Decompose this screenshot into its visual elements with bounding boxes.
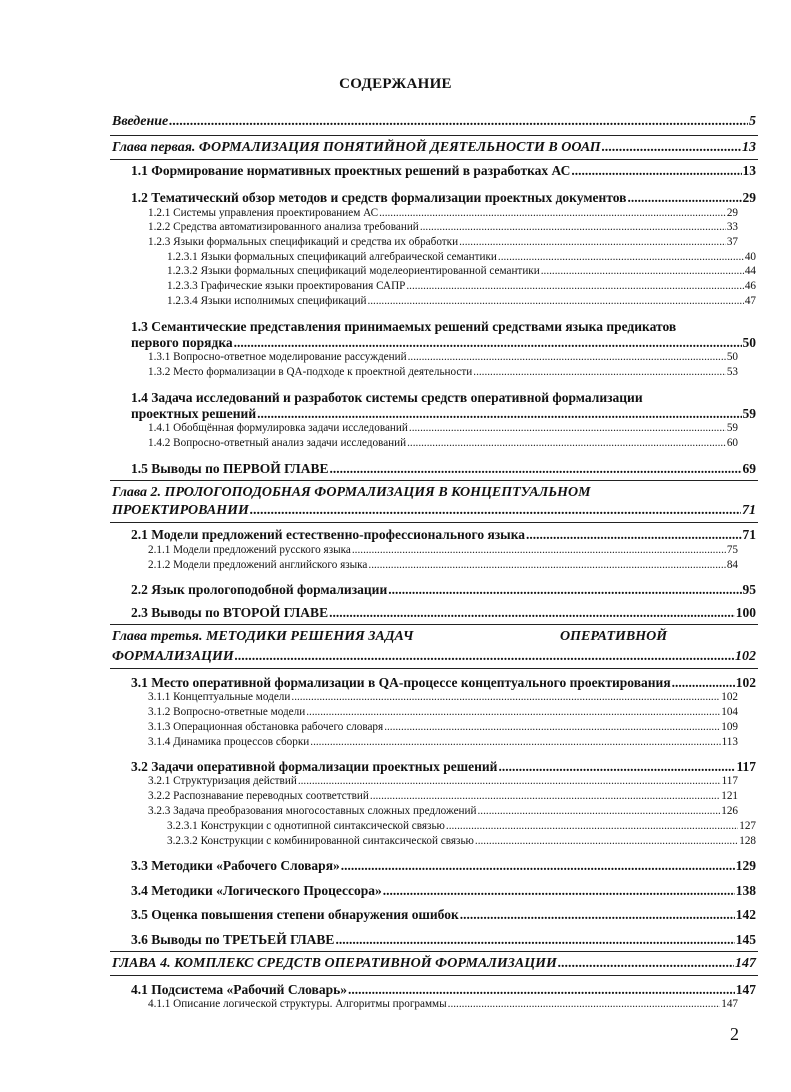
toc-page-number: 104: [721, 706, 738, 718]
toc-entry-1-4-2[interactable]: [148, 438, 738, 449]
toc-entry-intro[interactable]: [112, 115, 756, 129]
toc-entry-title: 1.2.3.4 Языки исполнимых спецификаций: [167, 295, 367, 307]
toc-entry-3-5[interactable]: [131, 908, 756, 922]
toc-entry-title: 1.3.1 Вопросно-ответное моделирование рассуждений: [148, 351, 407, 363]
toc-entry-2-3[interactable]: [131, 606, 756, 620]
toc-entry-1-3[interactable]: [131, 336, 756, 350]
toc-entry-3-2-2[interactable]: [148, 791, 738, 802]
toc-entry-title: ГЛАВА 4. КОМПЛЕКС СРЕДСТВ ОПЕРАТИВНОЙ ФОРМАЛИЗАЦИИ: [112, 956, 557, 971]
toc-entry-3-2-3-2[interactable]: [167, 836, 756, 847]
toc-entry-title: 3.1.1 Концептуальные модели: [148, 691, 291, 703]
toc-entry-3-1-1[interactable]: [148, 692, 738, 703]
toc-entry-title: 1.2 Тематический обзор методов и средств формализации проектных документов: [131, 190, 627, 205]
toc-page-number: 117: [721, 775, 738, 787]
toc-entry-title: 3.1 Место оперативной формализации в QA-процессе концептуального проектирования: [131, 675, 671, 690]
toc-page-number: 75: [726, 544, 738, 556]
toc-entry-title: ФОРМАЛИЗАЦИИ: [112, 649, 234, 664]
toc-entry-title: 2.1.1 Модели предложений русского языка: [148, 544, 351, 556]
leader-dots: [478, 806, 721, 817]
leader-dots: [384, 722, 720, 733]
leader-dots: [234, 336, 742, 350]
toc-entry-chapter-3[interactable]: [112, 650, 756, 664]
toc-entry-title: 3.6 Выводы по ТРЕТЬЕЙ ГЛАВЕ: [131, 932, 335, 947]
toc-page-number: 102: [735, 675, 756, 690]
leader-dots: [602, 141, 741, 155]
toc-entry-title: 3.1.3 Операционная обстановка рабочего словаря: [148, 721, 384, 733]
toc-entry-title: 4.1.1 Описание логической структуры. Алгоритмы программы: [148, 998, 447, 1010]
toc-entry-title: 1.2.1 Системы управления проектированием АС: [148, 207, 379, 219]
toc-entry-title: 3.2.3 Задача преобразования многосоставных сложных предложений: [148, 805, 477, 817]
toc-entry-1-2-3-4[interactable]: [167, 296, 756, 307]
toc-page-number: 46: [744, 280, 756, 292]
leader-dots: [306, 707, 720, 718]
toc-page-number: 128: [739, 835, 756, 847]
leader-dots: [388, 583, 741, 597]
leader-dots: [473, 367, 726, 378]
toc-entry-title: первого порядка: [131, 335, 233, 350]
divider: [110, 522, 758, 523]
toc-entry-title: 3.2.2 Распознавание переводных соответствий: [148, 790, 369, 802]
leader-dots: [459, 237, 726, 248]
toc-page-number: 13: [742, 163, 756, 178]
toc-page-number: 5: [749, 114, 756, 129]
toc-page-number: 71: [742, 527, 756, 542]
toc-page-number: 138: [735, 883, 756, 898]
toc-entry-title: Введение: [112, 114, 169, 129]
toc-entry-1-2[interactable]: [131, 191, 756, 205]
toc-page-number: 59: [742, 406, 756, 421]
toc-entry-3-2[interactable]: [131, 760, 756, 774]
toc-entry-3-1-3[interactable]: [148, 722, 738, 733]
toc-entry-3-3[interactable]: [131, 859, 756, 873]
toc-page-number: 113: [721, 736, 738, 748]
toc-page-number: 126: [721, 805, 738, 817]
toc-entry-title: 3.4 Методики «Логического Процессора»: [131, 883, 382, 898]
toc-entry-3-2-1[interactable]: [148, 776, 738, 787]
toc-page-number: 102: [721, 691, 738, 703]
toc-entry-1-3-1[interactable]: [148, 352, 738, 363]
toc-entry-title: 3.2.1 Структуризация действий: [148, 775, 297, 787]
toc-entry-1-4-1[interactable]: [148, 423, 738, 434]
toc-entry-1-5[interactable]: [131, 462, 756, 476]
toc-entry-1-2-3-2[interactable]: [167, 266, 756, 277]
toc-page-number: 84: [726, 559, 738, 571]
divider: [110, 480, 758, 481]
divider: [110, 624, 758, 625]
toc-entry-1-4-line1: 1.4 Задача исследований и разработок системы средств оперативной формализации: [131, 390, 643, 405]
toc-entry-3-6[interactable]: [131, 933, 756, 947]
toc-entry-title: 2.1.2 Модели предложений английского языка: [148, 559, 368, 571]
toc-entry-title: ПРОЕКТИРОВАНИИ: [112, 503, 249, 518]
toc-page-number: 53: [726, 366, 738, 378]
toc-entry-chapter-3-line1a: Глава третья. МЕТОДИКИ РЕШЕНИЯ ЗАДАЧ: [112, 629, 414, 644]
leader-dots: [235, 650, 734, 664]
leader-dots: [407, 438, 726, 449]
leader-dots: [541, 266, 744, 277]
toc-entry-title: 1.2.3.2 Языки формальных спецификаций моделеориентированной семантики: [167, 265, 540, 277]
toc-entry-title: 3.1.4 Динамика процессов сборки: [148, 736, 310, 748]
toc-entry-title: 3.2 Задачи оперативной формализации проектных решений: [131, 759, 498, 774]
leader-dots: [291, 692, 720, 703]
toc-entry-title: 2.1 Модели предложений естественно-профессионального языка: [131, 527, 526, 542]
leader-dots: [406, 281, 743, 292]
toc-entry-title: 3.2.3.1 Конструкции с однотипной синтаксической связью: [167, 820, 445, 832]
toc-page-number: 50: [726, 351, 738, 363]
leader-dots: [329, 606, 735, 620]
page-number: 2: [730, 1024, 739, 1044]
leader-dots: [379, 208, 726, 219]
divider: [110, 951, 758, 952]
leader-dots: [368, 560, 725, 571]
divider: [110, 135, 758, 136]
divider: [110, 975, 758, 976]
leader-dots: [448, 999, 721, 1010]
leader-dots: [558, 957, 734, 971]
toc-page-number: 127: [739, 820, 756, 832]
toc-page-number: 95: [742, 582, 756, 597]
toc-entry-3-1-4[interactable]: [148, 737, 738, 748]
toc-entry-chapter-4[interactable]: [112, 957, 756, 971]
toc-entry-title: 2.2 Язык прологоподобной формализации: [131, 582, 388, 597]
toc-entry-chapter-2-line1: Глава 2. ПРОЛОГОПОДОБНАЯ ФОРМАЛИЗАЦИЯ В КОНЦЕПТУАЛЬНОМ: [112, 485, 591, 500]
toc-entry-4-1[interactable]: [131, 983, 756, 997]
toc-entry-chapter-2[interactable]: [112, 504, 756, 518]
toc-entry-1-2-3[interactable]: [148, 237, 738, 248]
toc-page-number: 37: [726, 236, 738, 248]
toc-page-number: 100: [735, 605, 756, 620]
toc-entry-2-1-2[interactable]: [148, 560, 738, 571]
toc-entry-1-2-3-1[interactable]: [167, 252, 756, 263]
toc-entry-title: 1.4.1 Обобщённая формулировка задачи исследований: [148, 422, 408, 434]
leader-dots: [352, 545, 726, 556]
toc-entry-3-4[interactable]: [131, 884, 756, 898]
divider: [110, 159, 758, 160]
toc-entry-3-1-2[interactable]: [148, 707, 738, 718]
leader-dots: [420, 222, 726, 233]
toc-page-number: 147: [735, 982, 756, 997]
leader-dots: [460, 908, 735, 922]
leader-dots: [571, 164, 741, 178]
leader-dots: [335, 933, 734, 947]
leader-dots: [367, 296, 743, 307]
toc-page-number: 117: [736, 759, 756, 774]
toc-entry-3-1[interactable]: [131, 676, 756, 690]
toc-entry-chapter-3-line1b: ОПЕРАТИВНОЙ: [560, 629, 668, 644]
toc-entry-1-3-line1: 1.3 Семантические представления принимаемых решений средствами языка предикатов: [131, 319, 677, 334]
leader-dots: [627, 191, 741, 205]
toc-entry-title: 1.2.3 Языки формальных спецификаций и средства их обработки: [148, 236, 459, 248]
toc-entry-2-1-1[interactable]: [148, 545, 738, 556]
leader-dots: [498, 252, 744, 263]
toc-entry-2-1[interactable]: [131, 528, 756, 542]
toc-page-number: 59: [726, 422, 738, 434]
toc-entry-1-1[interactable]: [131, 164, 756, 178]
toc-entry-title: 4.1 Подсистема «Рабочий Словарь»: [131, 982, 347, 997]
toc-page-number: 44: [744, 265, 756, 277]
toc-entry-title: 3.2.3.2 Конструкции с комбинированной синтаксической связью: [167, 835, 474, 847]
leader-dots: [257, 407, 741, 421]
toc-page-number: 129: [735, 858, 756, 873]
leader-dots: [446, 821, 738, 832]
toc-entry-4-1-1[interactable]: [148, 999, 738, 1010]
toc-entry-title: 1.1 Формирование нормативных проектных решений в разработках АС: [131, 163, 571, 178]
leader-dots: [298, 776, 721, 787]
toc-page-number: 33: [726, 221, 738, 233]
leader-dots: [310, 737, 720, 748]
leader-dots: [330, 462, 742, 476]
leader-dots: [341, 859, 735, 873]
leader-dots: [475, 836, 738, 847]
toc-page-number: 13: [742, 140, 756, 155]
toc-entry-1-2-3-3[interactable]: [167, 281, 756, 292]
toc-page-number: 102: [735, 649, 756, 664]
toc-entry-title: 1.3.2 Место формализации в QA-подходе к проектной деятельности: [148, 366, 473, 378]
toc-entry-1-3-2[interactable]: [148, 367, 738, 378]
divider: [110, 668, 758, 669]
toc-page-number: 69: [742, 461, 756, 476]
toc-page-number: 121: [721, 790, 738, 802]
toc-page-number: 29: [742, 190, 756, 205]
toc-entry-title: 3.3 Методики «Рабочего Словаря»: [131, 858, 340, 873]
toc-entry-title: 2.3 Выводы по ВТОРОЙ ГЛАВЕ: [131, 605, 329, 620]
toc-page-number: 71: [742, 503, 756, 518]
toc-entry-title: 3.1.2 Вопросно-ответные модели: [148, 706, 306, 718]
leader-dots: [672, 676, 735, 690]
toc-entry-title: 1.2.3.1 Языки формальных спецификаций алгебраической семантики: [167, 251, 497, 263]
toc-entry-1-2-2[interactable]: [148, 222, 738, 233]
leader-dots: [383, 884, 735, 898]
toc-entry-2-2[interactable]: [131, 583, 756, 597]
leader-dots: [409, 423, 726, 434]
toc-page-number: 29: [726, 207, 738, 219]
leader-dots: [408, 352, 726, 363]
toc-entry-1-4[interactable]: [131, 407, 756, 421]
leader-dots: [250, 504, 741, 518]
toc-entry-title: 1.5 Выводы по ПЕРВОЙ ГЛАВЕ: [131, 461, 329, 476]
toc-page-number: 109: [721, 721, 738, 733]
toc-page-number: 142: [735, 907, 756, 922]
leader-dots: [526, 528, 741, 542]
toc-page-number: 40: [744, 251, 756, 263]
toc-entry-title: 1.4.2 Вопросно-ответный анализ задачи исследований: [148, 437, 407, 449]
toc-page-number: 50: [742, 335, 756, 350]
toc-entry-3-2-3[interactable]: [148, 806, 738, 817]
toc-entry-chapter-1[interactable]: [112, 141, 756, 155]
page-title: СОДЕРЖАНИЕ: [339, 76, 452, 92]
toc-entry-title: проектных решений: [131, 406, 257, 421]
leader-dots: [169, 115, 748, 129]
toc-page-number: 60: [726, 437, 738, 449]
toc-page-number: 147: [721, 998, 738, 1010]
leader-dots: [498, 760, 735, 774]
toc-entry-3-2-3-1[interactable]: [167, 821, 756, 832]
leader-dots: [370, 791, 720, 802]
toc-page-number: 147: [735, 956, 756, 971]
toc-entry-title: 1.2.3.3 Графические языки проектирования САПР: [167, 280, 406, 292]
leader-dots: [348, 983, 735, 997]
toc-entry-title: 1.2.2 Средства автоматизированного анализа требований: [148, 221, 419, 233]
toc-entry-title: Глава первая. ФОРМАЛИЗАЦИЯ ПОНЯТИЙНОЙ ДЕЯТЕЛЬНОСТИ В ООАП: [112, 140, 601, 155]
toc-entry-1-2-1[interactable]: [148, 208, 738, 219]
toc-page-number: 145: [735, 932, 756, 947]
toc-page-number: 47: [744, 295, 756, 307]
toc-entry-title: 3.5 Оценка повышения степени обнаружения ошибок: [131, 907, 459, 922]
